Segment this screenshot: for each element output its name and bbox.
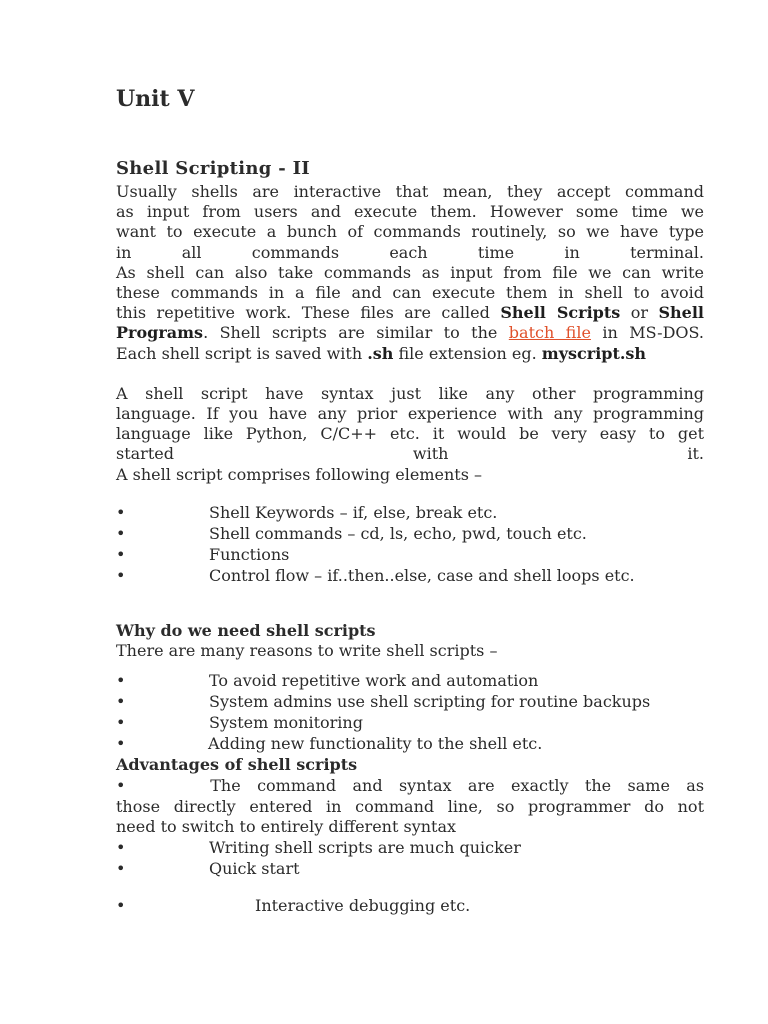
intro-paragraph: [116, 182, 704, 364]
intro-line-9: Each shell script is saved with .sh file extension eg. myscript.sh: [116, 343, 647, 363]
bullet-icon: •: [116, 776, 126, 796]
bullet-icon: •: [116, 565, 126, 585]
shell-term: Shell: [658, 303, 705, 323]
myscript-example: myscript.sh: [541, 343, 647, 363]
list-item: • Quick start: [116, 859, 300, 879]
advantages-list: [116, 837, 704, 879]
list-item: • Shell Keywords – if, else, break etc.: [116, 502, 498, 522]
list-item: • Shell commands – cd, ls, echo, pwd, touch etc.: [116, 523, 587, 543]
list-item: • System monitoring: [116, 713, 363, 733]
bullet-icon: •: [116, 896, 126, 916]
unit-title: Unit V: [116, 86, 195, 112]
syntax-line-5: A shell script comprises following elements –: [116, 464, 482, 484]
advantages-first-item: [116, 776, 704, 837]
batch-file-link[interactable]: batch file: [508, 323, 591, 343]
list-item: • Interactive debugging etc.: [116, 896, 471, 916]
intro-line-7: this repetitive work. These files are called Shell Scripts or Shell: [116, 303, 705, 323]
list-item: • Writing shell scripts are much quicker: [116, 838, 521, 858]
bullet-icon: •: [116, 838, 126, 858]
list-item: • Functions: [116, 544, 290, 564]
bullet-icon: •: [116, 859, 126, 879]
sh-extension: .sh: [367, 343, 394, 363]
shell-scripts-term: Shell Scripts: [500, 303, 621, 323]
list-item: • To avoid repetitive work and automation: [116, 671, 539, 691]
advantages-list-extra: [116, 895, 704, 916]
bullet-icon: •: [116, 671, 126, 691]
intro-line-8: Programs. Shell scripts are similar to the batch file in MS-DOS.: [116, 323, 704, 343]
bullet-icon: •: [116, 734, 126, 754]
advantage-line-3: need to switch to entirely different syntax: [116, 816, 457, 836]
bullet-icon: •: [116, 713, 126, 733]
syntax-paragraph: [116, 384, 704, 485]
intro-line-3: want to execute a bunch of commands routinely, so we have type: [116, 222, 704, 242]
why-intro: There are many reasons to write shell scripts –: [116, 641, 498, 661]
section-title: Shell Scripting - II: [116, 158, 311, 179]
syntax-line-4: started with it.: [116, 444, 704, 464]
bullet-icon: •: [116, 544, 126, 564]
intro-line-2: as input from users and execute them. However some time we: [116, 202, 704, 222]
advantage-line-1: • The command and syntax are exactly the same as: [116, 776, 705, 796]
syntax-line-3: language like Python, C/C++ etc. it would be very easy to get: [116, 424, 704, 444]
programs-term: Programs: [116, 323, 204, 343]
document-body: [116, 86, 704, 916]
advantages-heading: Advantages of shell scripts: [116, 755, 358, 775]
intro-line-5: As shell can also take commands as input from file we can write: [116, 262, 704, 282]
list-item: • Control flow – if..then..else, case and shell loops etc.: [116, 565, 635, 585]
syntax-line-2: language. If you have any prior experience with any programming: [116, 404, 704, 424]
intro-line-1: Usually shells are interactive that mean, they accept command: [116, 182, 704, 201]
why-list: [116, 670, 704, 754]
intro-line-4: in all commands each time in terminal.: [116, 242, 704, 262]
intro-line-6: these commands in a file and can execute them in shell to avoid: [116, 283, 704, 303]
elements-list: [116, 502, 704, 586]
list-item: • Adding new functionality to the shell etc.: [116, 734, 543, 754]
bullet-icon: •: [116, 502, 126, 522]
list-item: • System admins use shell scripting for routine backups: [116, 692, 651, 712]
bullet-icon: •: [116, 523, 126, 543]
syntax-line-1: A shell script have syntax just like any other programming: [116, 383, 704, 403]
why-heading: Why do we need shell scripts: [116, 620, 376, 640]
advantage-line-2: those directly entered in command line, so programmer do not: [116, 796, 704, 816]
bullet-icon: •: [116, 692, 126, 712]
